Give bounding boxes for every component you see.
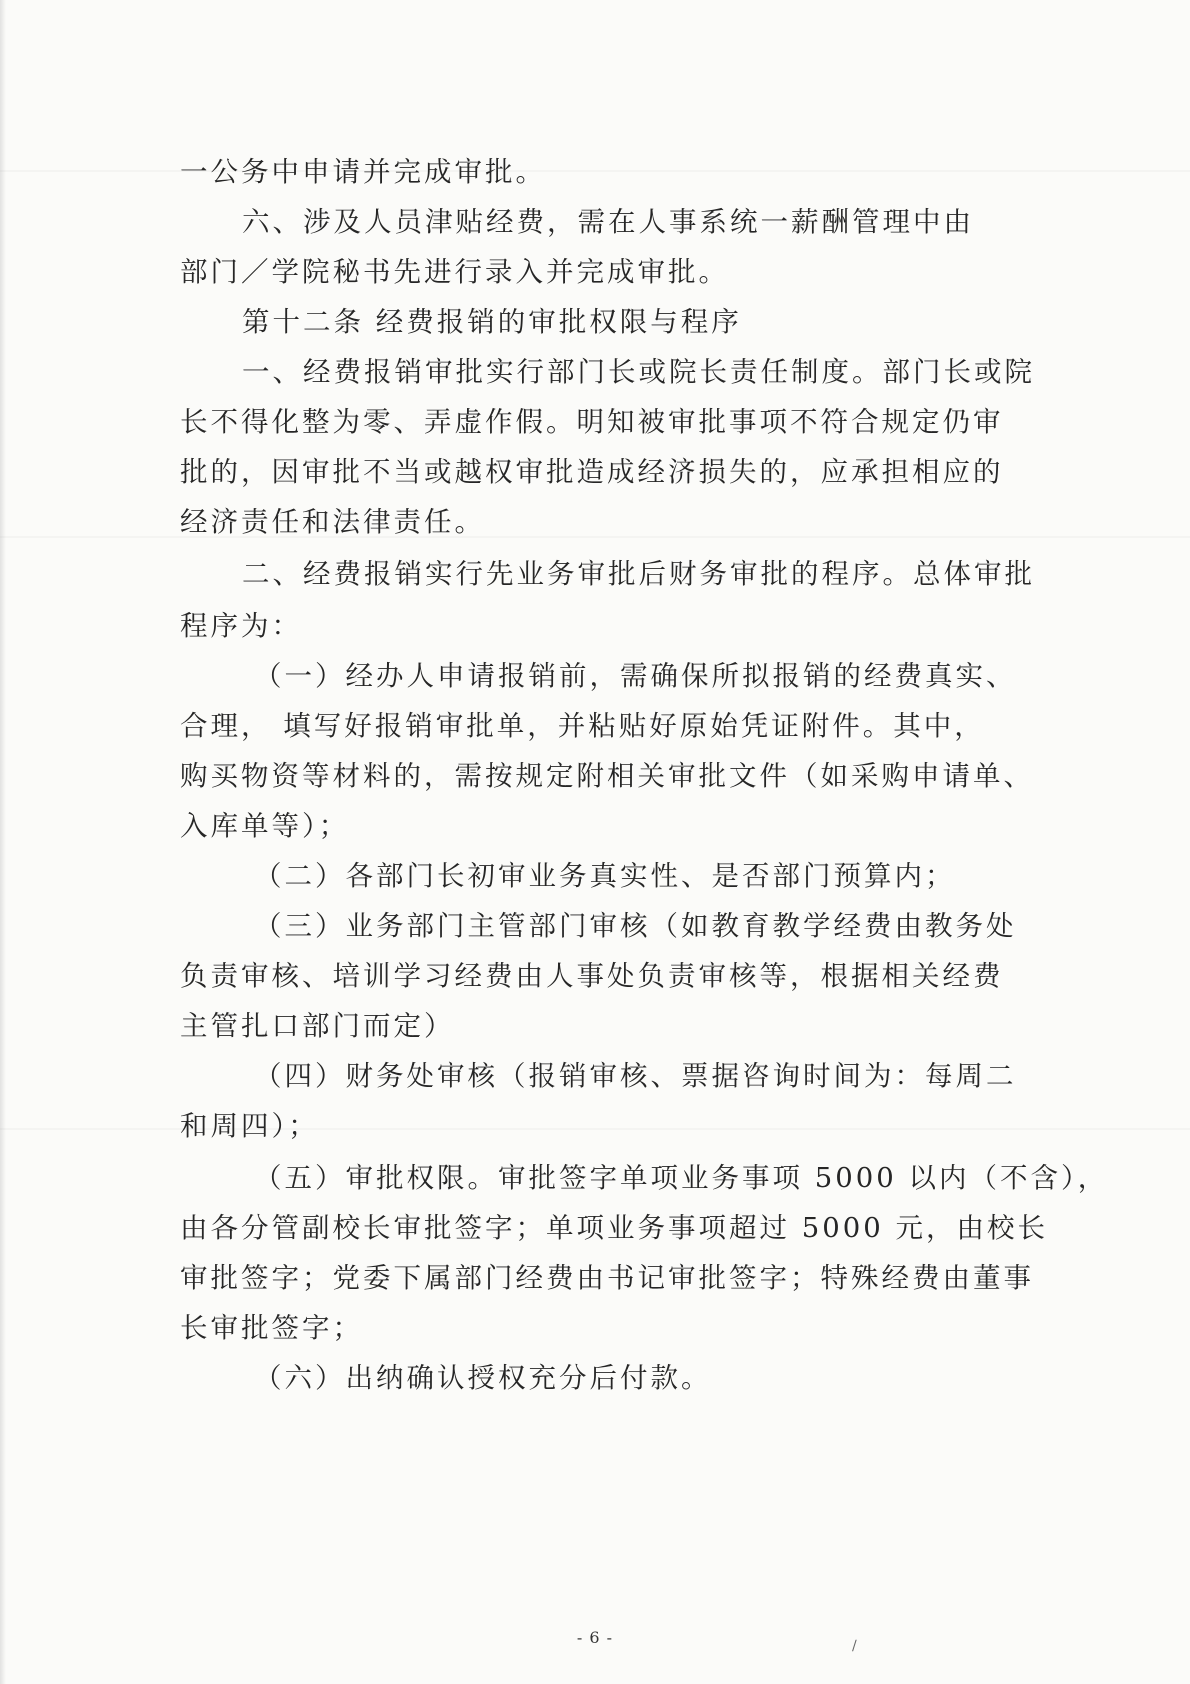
text-line-21: （五）审批权限。审批签字单项业务事项 5000 以内（不含）， <box>254 1162 1109 1194</box>
text-line-7: 批的，因审批不当或越权审批造成经济损失的，应承担相应的 <box>180 456 1004 488</box>
text-line-11: （一）经办人申请报销前，需确保所拟报销的经费真实、 <box>254 660 1017 692</box>
text-line-19: （四）财务处审核（报销审核、票据咨询时间为：每周二 <box>254 1060 1017 1092</box>
text-line-2: 六、涉及人员津贴经费，需在人事系统一薪酬管理中由 <box>242 206 974 238</box>
text-line-24: 长审批签字； <box>180 1312 363 1344</box>
text-line-8: 经济责任和法律责任。 <box>180 506 485 538</box>
text-line-6: 长不得化整为零、弄虚作假。明知被审批事项不符合规定仍审 <box>180 406 1004 438</box>
text-line-15: （二）各部门长初审业务真实性、是否部门预算内； <box>254 860 956 892</box>
text-line-1: 一公务中申请并完成审批。 <box>180 156 546 188</box>
pen-mark: ∕ <box>852 1638 857 1654</box>
text-line-10: 程序为： <box>180 610 302 642</box>
page-number: - 6 - <box>576 1628 614 1647</box>
text-line-22: 由各分管副校长审批签字；单项业务事项超过 5000 元，由校长 <box>180 1212 1048 1244</box>
text-line-16: （三）业务部门主管部门审核（如教育教学经费由教务处 <box>254 910 1017 942</box>
text-line-23: 审批签字；党委下属部门经费由书记审批签字；特殊经费由董事 <box>180 1262 1034 1294</box>
text-line-12: 合理， 填写好报销审批单，并粘贴好原始凭证附件。其中， <box>180 710 985 742</box>
text-line-9: 二、经费报销实行先业务审批后财务审批的程序。总体审批 <box>242 558 1035 590</box>
text-line-18: 主管扎口部门而定） <box>180 1010 455 1042</box>
text-line-20: 和周四）； <box>180 1110 319 1142</box>
text-line-14: 入库单等）； <box>180 810 350 842</box>
text-line-13: 购买物资等材料的，需按规定附相关审批文件（如采购申请单、 <box>180 760 1034 792</box>
text-line-5: 一、经费报销审批实行部门长或院长责任制度。部门长或院 <box>242 356 1035 388</box>
text-line-17: 负责审核、培训学习经费由人事处负责审核等，根据相关经费 <box>180 960 1004 992</box>
text-line-3: 部门／学院秘书先进行录入并完成审批。 <box>180 256 729 288</box>
text-line-25: （六）出纳确认授权充分后付款。 <box>254 1362 712 1394</box>
article-heading: 第十二条 经费报销的审批权限与程序 <box>242 306 742 338</box>
